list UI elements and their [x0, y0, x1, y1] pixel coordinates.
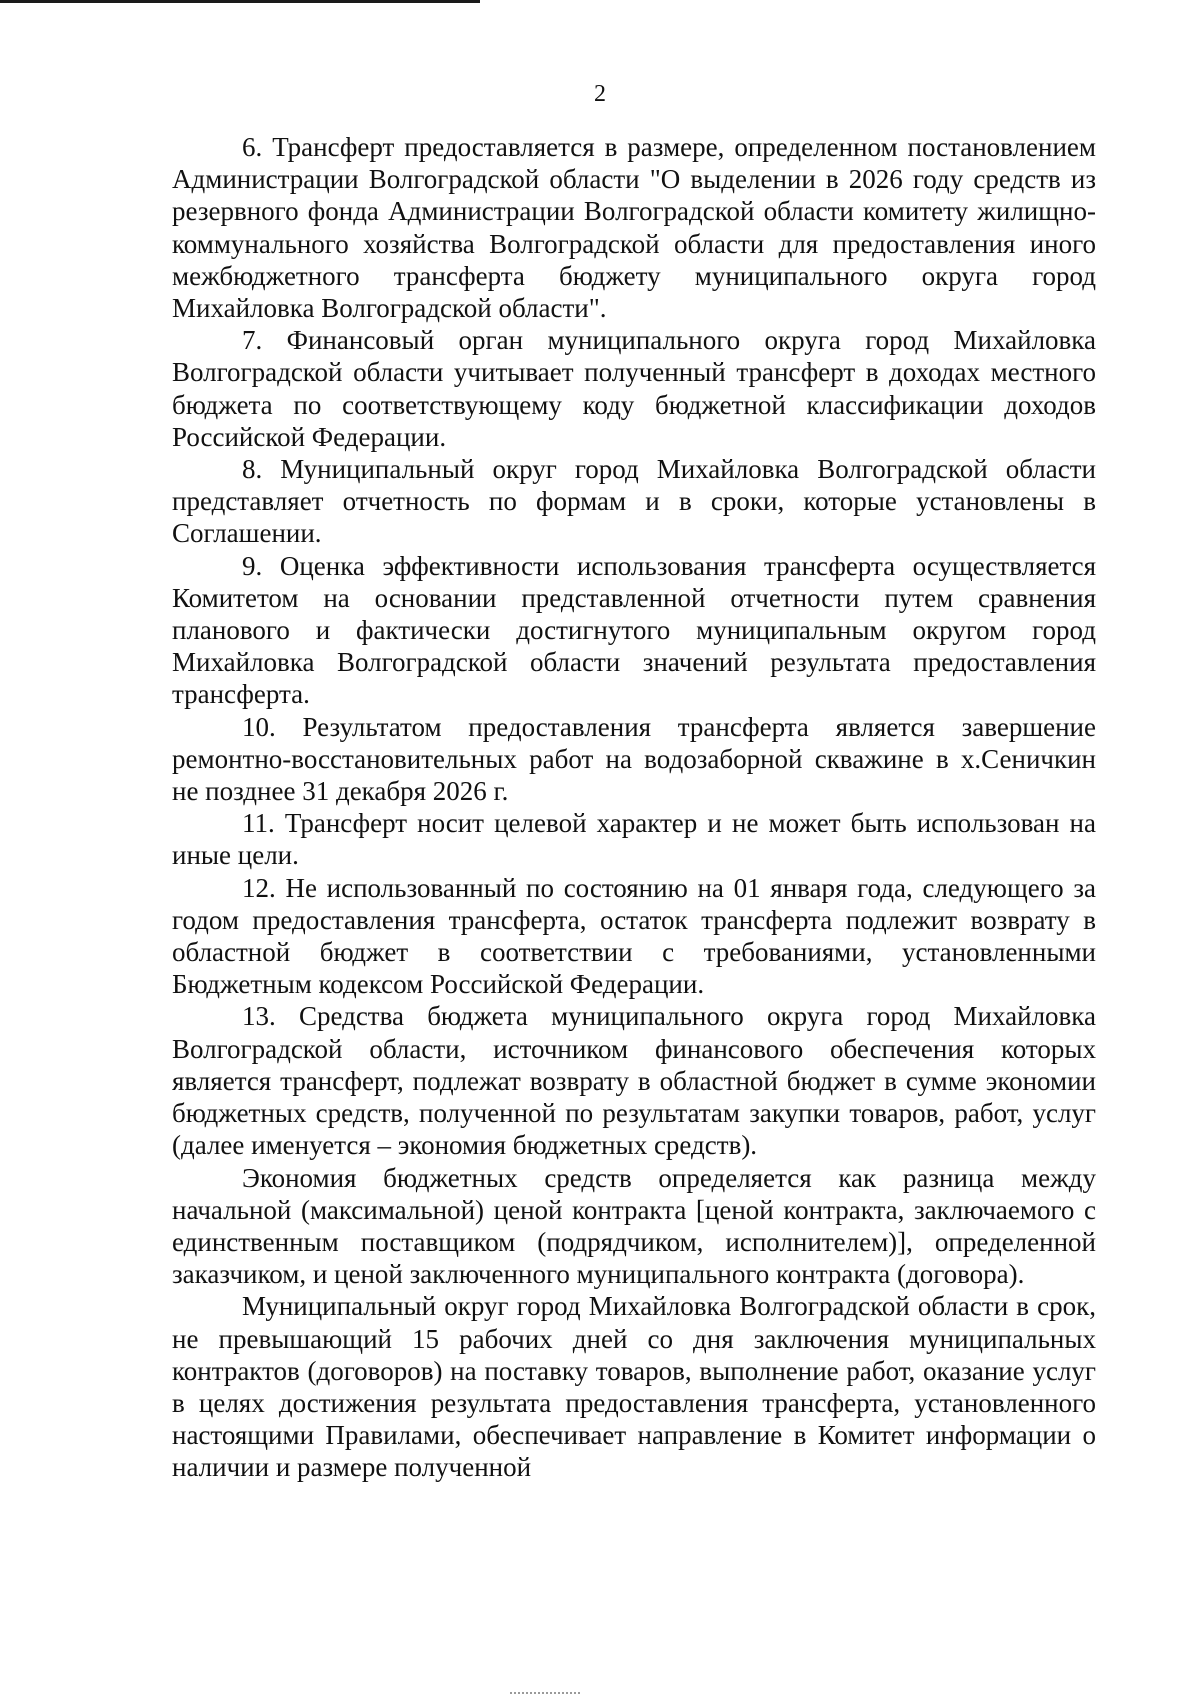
- paragraph-11: 11. Трансферт носит целевой характер и не может быть использован на иные цели.: [172, 808, 1096, 871]
- paragraph-6: 6. Трансферт предоставляется в размере, определенном постановлением Администрации Волгоградской области "О выделении в 2026 году средств из резервного фонда Администрации Волгоградской области комитету жилищно-коммунального хозяйства Волгоградской области для предоставления иного межбюджетного трансферта бюджету муниципального округа город Михайловка Волгоградской области".: [172, 132, 1096, 324]
- paragraph-13: 13. Средства бюджета муниципального округа город Михайловка Волгоградской области, источником финансового обеспечения которых является трансферт, подлежат возврату в областной бюджет в сумме экономии бюджетных средств, полученной по результатам закупки товаров, работ, услуг (далее именуется – экономия бюджетных средств).: [172, 1001, 1096, 1161]
- paragraph-8: 8. Муниципальный округ город Михайловка Волгоградской области представляет отчетность по формам и в сроки, которые установлены в Соглашении.: [172, 454, 1096, 549]
- paragraph-savings-definition: Экономия бюджетных средств определяется как разница между начальной (максимальной) ценой контракта [ценой контракта, заключаемого с единственным поставщиком (подрядчиком, исполнителем)], определенной заказчиком, и ценой заключенного муниципального контракта (договора).: [172, 1162, 1096, 1290]
- paragraph-10: 10. Результатом предоставления трансферта является завершение ремонтно-восстановительных работ на водозаборной скважине в х.Сеничкин не позднее 31 декабря 2026 г.: [172, 711, 1096, 807]
- paragraph-7: 7. Финансовый орган муниципального округа город Михайловка Волгоградской области учитывает полученный трансферт в доходах местного бюджета по соответствующему коду бюджетной классификации доходов Российской Федерации.: [172, 325, 1096, 452]
- paragraph-12: 12. Не использованный по состоянию на 01 января года, следующего за годом предоставления трансферта, остаток трансферта подлежит возврату в областной бюджет в соответствии с требованиями, установленными Бюджетным кодексом Российской Федерации.: [172, 872, 1096, 1000]
- scan-artifact-mark: [510, 1692, 580, 1696]
- top-rule: [0, 0, 480, 3]
- paragraph-9: 9. Оценка эффективности использования трансферта осуществляется Комитетом на основании представленной отчетности путем сравнения планового и фактически достигнутого муниципальным округом город Михайловка Волгоградской области значений результата предоставления трансферта.: [172, 550, 1096, 710]
- paragraph-information-submission: Муниципальный округ город Михайловка Волгоградской области в срок, не превышающий 15 рабочих дней со дня заключения муниципальных контрактов (договоров) на поставку товаров, выполнение работ, оказание услуг в целях достижения результата предоставления трансферта, установленного настоящими Правилами, обеспечивает направление в Комитет информации о наличии и размере полученной: [172, 1291, 1096, 1483]
- document-body: [172, 131, 1096, 1484]
- page-number: 2: [594, 81, 606, 107]
